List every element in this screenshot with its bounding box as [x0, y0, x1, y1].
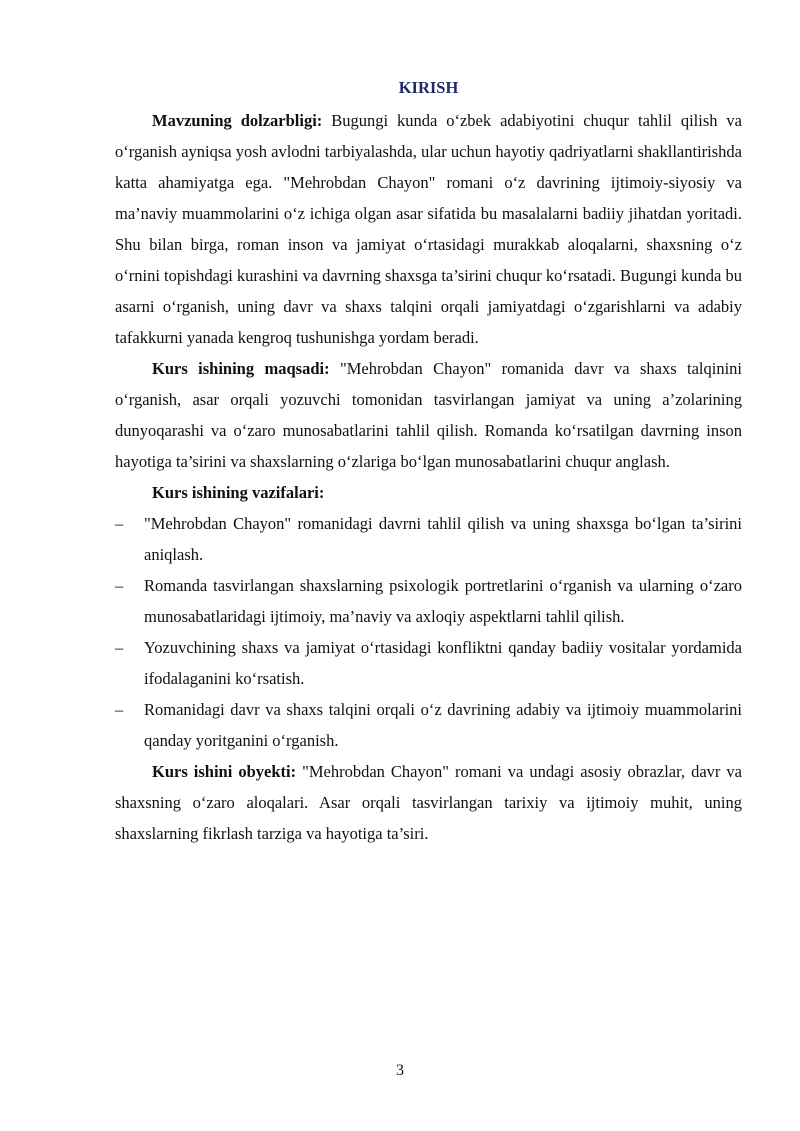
- object-text: "Mehrobdan Chayon" romani va undagi asosiy obrazlar, davr va shaxsning o‘zaro aloqalari. Asar orqali tasvirlangan tarixiy va ijtimoiy muhit, uning shaxslarning fikrlash tarziga va hayotiga ta’siri.: [115, 762, 742, 843]
- object-heading: Kurs ishini obyekti:: [152, 762, 297, 781]
- dash-bullet-icon: –: [115, 576, 124, 595]
- goal-heading: Kurs ishining maqsadi:: [152, 359, 330, 378]
- relevance-paragraph: [115, 105, 742, 353]
- list-item: [115, 694, 742, 756]
- task-text: "Mehrobdan Chayon" romanidagi davrni tahlil qilish va uning shaxsga bo‘lgan ta’sirini aniqlash.: [144, 514, 742, 564]
- goal-paragraph: [115, 353, 742, 477]
- list-item: [115, 570, 742, 632]
- section-title: KIRISH: [398, 78, 459, 97]
- list-item: [115, 632, 742, 694]
- relevance-heading: Mavzuning dolzarbligi:: [152, 111, 323, 130]
- document-page: [115, 72, 742, 849]
- dash-bullet-icon: –: [115, 638, 124, 657]
- task-text: Romanda tasvirlangan shaxslarning psixologik portretlarini o‘rganish va ularning o‘zaro munosabatlaridagi ijtimoiy, ma’naviy va axloqiy aspektlarni tahlil qilish.: [144, 576, 742, 626]
- dash-bullet-icon: –: [115, 700, 124, 719]
- task-text: Yozuvchining shaxs va jamiyat o‘rtasidagi konfliktni qanday badiiy vositalar yordamida ifodalaganini ko‘rsatish.: [144, 638, 742, 688]
- tasks-heading: Kurs ishining vazifalari:: [152, 483, 325, 502]
- dash-bullet-icon: –: [115, 514, 124, 533]
- object-paragraph: [115, 756, 742, 849]
- list-item: [115, 508, 742, 570]
- tasks-heading-paragraph: [115, 477, 742, 508]
- relevance-text: Bugungi kunda o‘zbek adabiyotini chuqur tahlil qilish va o‘rganish ayniqsa yosh avlodni tarbiyalashda, ular uchun hayotiy qadriyatlarni shakllantirishda katta ahamiyatga ega. "Mehrobdan Chayon" romani o‘z davrining ijtimoiy-siyosiy va ma’naviy muammolarini o‘z ichiga olgan asar sifatida bu masalalarni badiiy jihatdan yoritadi. Shu bilan birga, roman inson va jamiyat o‘rtasidagi murakkab aloqalarni, shaxsning o‘z o‘rnini topishdagi kurashini va davrning shaxsga ta’sirini chuqur ko‘rsatadi. Bugungi kunda bu asarni o‘rganish, uning davr va shaxs talqini orqali jamiyatdagi o‘zgarishlarni va adabiy tafakkurni yanada kengroq tushunishga yordam beradi.: [115, 111, 743, 347]
- tasks-list: [115, 508, 742, 756]
- goal-text: "Mehrobdan Chayon" romanida davr va shaxs talqinini o‘rganish, asar orqali yozuvchi tomonidan tasvirlangan jamiyat va uning a’zolarining dunyoqarashi va o‘zaro munosabatlarini tahlil qilish. Romanda ko‘rsatilgan davrning inson hayotiga ta’sirini va shaxslarning o‘zlariga bo‘lgan munosabatlarini chuqur anglash.: [115, 359, 742, 471]
- task-text: Romanidagi davr va shaxs talqini orqali o‘z davrining adabiy va ijtimoiy muammolarini qanday yoritganini o‘rganish.: [144, 700, 742, 750]
- page-number: 3: [396, 1062, 404, 1079]
